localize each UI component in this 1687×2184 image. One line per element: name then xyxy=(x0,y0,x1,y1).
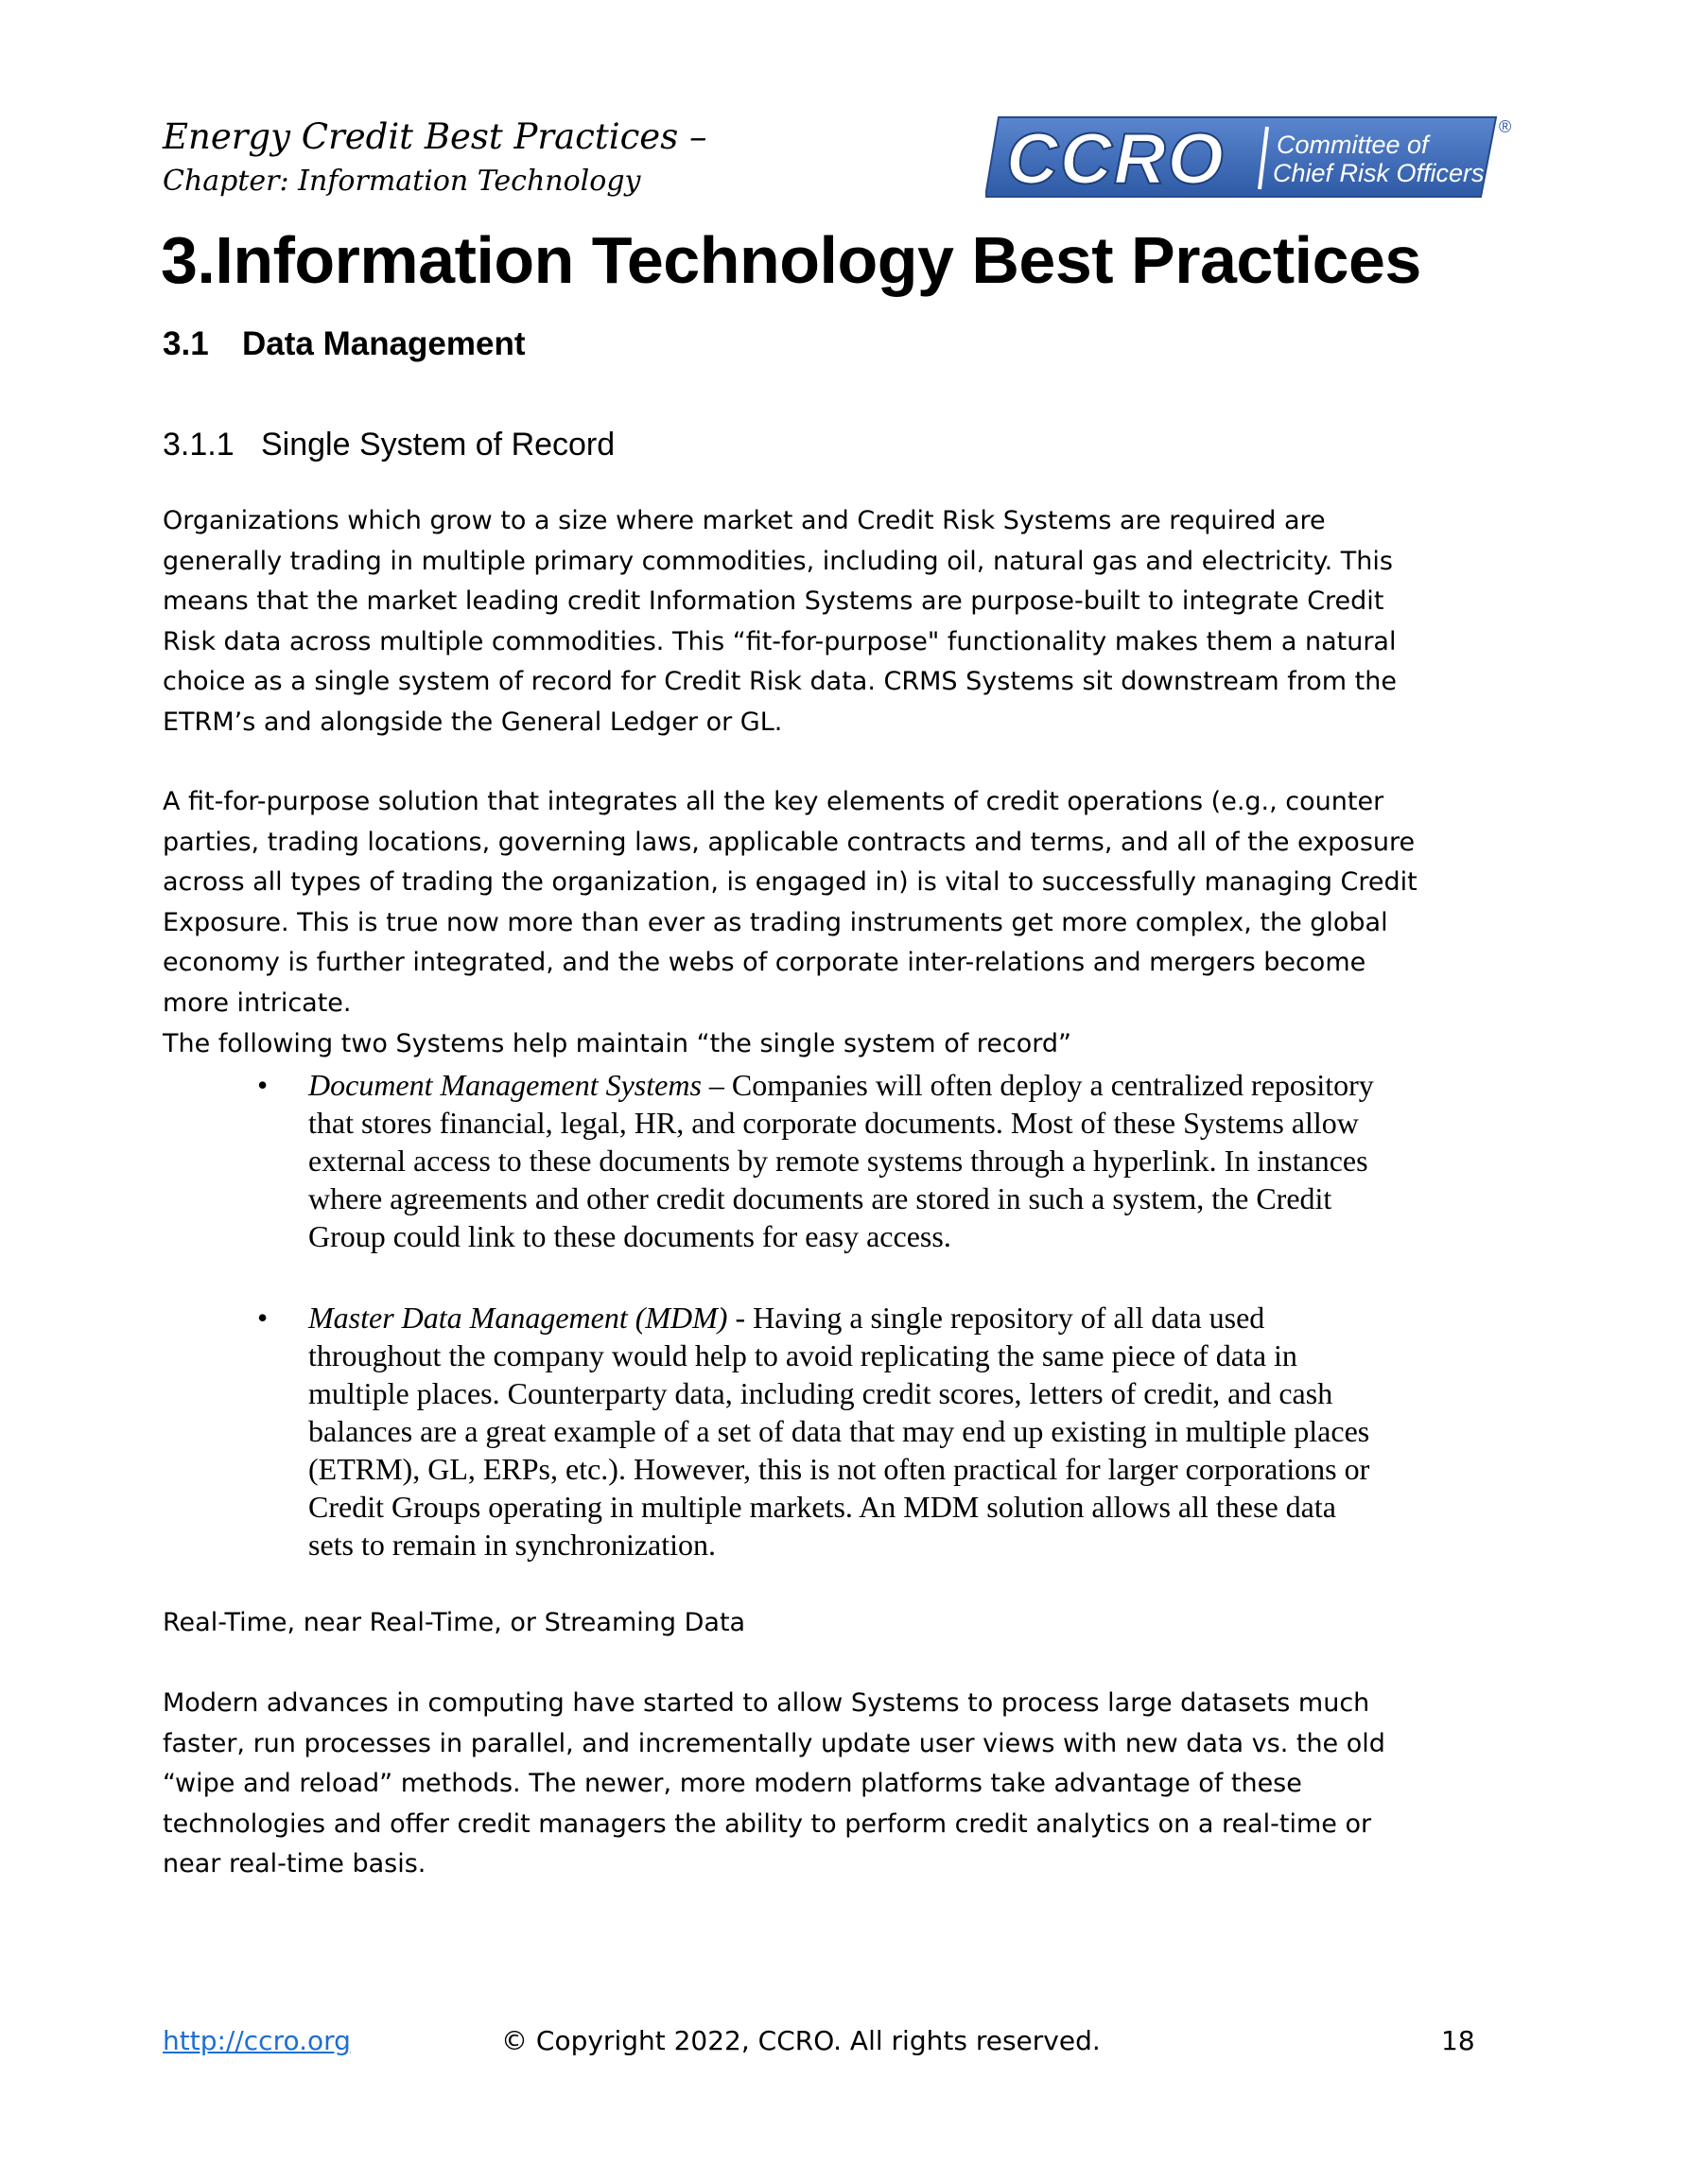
section-number: 3.1 xyxy=(163,325,209,362)
bullet-line: - Having a single repository of all data used xyxy=(727,1301,1265,1335)
footer-link[interactable]: http://ccro.org xyxy=(163,2025,351,2056)
ccro-logo xyxy=(985,115,1515,201)
subsection-number: 3.1.1 xyxy=(163,427,235,463)
bullet-line: Group could link to these documents for easy access. xyxy=(308,1219,951,1253)
bullet-document-management xyxy=(257,1066,1543,1265)
paragraph-fit-for-purpose xyxy=(163,782,1505,1064)
paragraph-streaming-heading xyxy=(163,1603,1505,1644)
logo-registered-mark: ® xyxy=(1499,117,1512,136)
paragraph-line: more intricate. xyxy=(163,987,352,1018)
paragraph-line: means that the market leading credit Information Systems are purpose-built to integrate Credit xyxy=(163,586,1384,617)
paragraph-line: Modern advances in computing have started to allow Systems to process large datasets much xyxy=(163,1688,1370,1718)
bullet-line: external access to these documents by remote systems through a hyperlink. In instances xyxy=(308,1144,1368,1178)
bullet-line: (ETRM), GL, ERPs, etc.). However, this is not often practical for larger corporations or xyxy=(308,1452,1370,1486)
bullet-icon: • xyxy=(257,1068,269,1102)
logo-tagline-2: Chief Risk Officers xyxy=(1273,159,1485,187)
subsection-title: Single System of Record xyxy=(261,427,616,463)
bullet-icon: • xyxy=(257,1301,269,1335)
bullet-line: throughout the company would help to avoid replicating the same piece of data in xyxy=(308,1338,1297,1372)
bullet-term: Master Data Management (MDM) xyxy=(308,1301,728,1335)
bullet-master-data-management xyxy=(257,1299,1543,1573)
paragraph-system-of-record xyxy=(163,501,1505,743)
paragraph-line: A fit-for-purpose solution that integrates all the key elements of credit operations (e.g., counter xyxy=(163,787,1384,816)
paragraph-line: across all types of trading the organization, is engaged in) is vital to successfully managing Credit xyxy=(163,867,1417,898)
paragraph-line: Organizations which grow to a size where market and Credit Risk Systems are required are xyxy=(163,506,1326,535)
bullet-line: sets to remain in synchronization. xyxy=(308,1528,717,1562)
paragraph-line: The following two Systems help maintain “the single system of record” xyxy=(163,1028,1072,1058)
paragraph-modern-advances xyxy=(163,1684,1505,1885)
paragraph-line: near real-time basis. xyxy=(163,1849,426,1879)
bullet-line: that stores financial, legal, HR, and corporate documents. Most of these Systems allow xyxy=(308,1106,1359,1140)
bullet-line: Companies will often deploy a centralized repository xyxy=(723,1068,1374,1102)
bullet-line: where agreements and other credit documents are stored in such a system, the Credit xyxy=(308,1181,1332,1215)
paragraph-line: economy is further integrated, and the webs of corporate inter-relations and mergers become xyxy=(163,948,1366,978)
header-title: Energy Credit Best Practices – xyxy=(163,116,707,157)
paragraph-line: “wipe and reload” methods. The newer, more modern platforms take advantage of these xyxy=(163,1769,1302,1799)
section-heading xyxy=(163,323,526,365)
paragraph-line: ETRM’s and alongside the General Ledger or GL. xyxy=(163,707,783,737)
paragraph-line: generally trading in multiple primary commodities, including oil, natural gas and electricity. This xyxy=(163,546,1393,576)
bullet-term: Document Management Systems – xyxy=(308,1068,724,1102)
paragraph-line: technologies and offer credit managers the ability to perform credit analytics on a real-time or xyxy=(163,1808,1372,1839)
subsection-heading xyxy=(163,424,615,465)
logo-wordmark: CCRO xyxy=(1006,119,1226,200)
page-number: 18 xyxy=(1441,2025,1475,2056)
paragraph-line: Real-Time, near Real-Time, or Streaming Data xyxy=(163,1608,746,1637)
paragraph-line: parties, trading locations, governing laws, applicable contracts and terms, and all of the exposure xyxy=(163,827,1416,857)
bullet-line: multiple places. Counterparty data, including credit scores, letters of credit, and cash xyxy=(308,1376,1333,1410)
paragraph-line: choice as a single system of record for Credit Risk data. CRMS Systems sit downstream from the xyxy=(163,667,1397,697)
chapter-title: Information Technology Best Practices xyxy=(215,223,1421,297)
bullet-line: Credit Groups operating in multiple markets. An MDM solution allows all these data xyxy=(308,1490,1336,1524)
header-subtitle: Chapter: Information Technology xyxy=(163,165,641,198)
paragraph-line: faster, run processes in parallel, and incrementally update user views with new data vs. the old xyxy=(163,1728,1385,1758)
logo-tagline-1: Committee of xyxy=(1277,131,1429,159)
paragraph-line: Exposure. This is true now more than ever as trading instruments get more complex, the global xyxy=(163,907,1388,937)
section-title: Data Management xyxy=(242,325,526,362)
paragraph-line: Risk data across multiple commodities. This “fit-for-purpose" functionality makes them a natural xyxy=(163,626,1397,656)
footer-copyright: © Copyright 2022, CCRO. All rights reserved. xyxy=(501,2025,1101,2056)
chapter-number: 3. xyxy=(161,223,216,297)
bullet-line: balances are a great example of a set of data that may end up existing in multiple places xyxy=(308,1414,1370,1448)
chapter-heading xyxy=(161,220,1421,300)
